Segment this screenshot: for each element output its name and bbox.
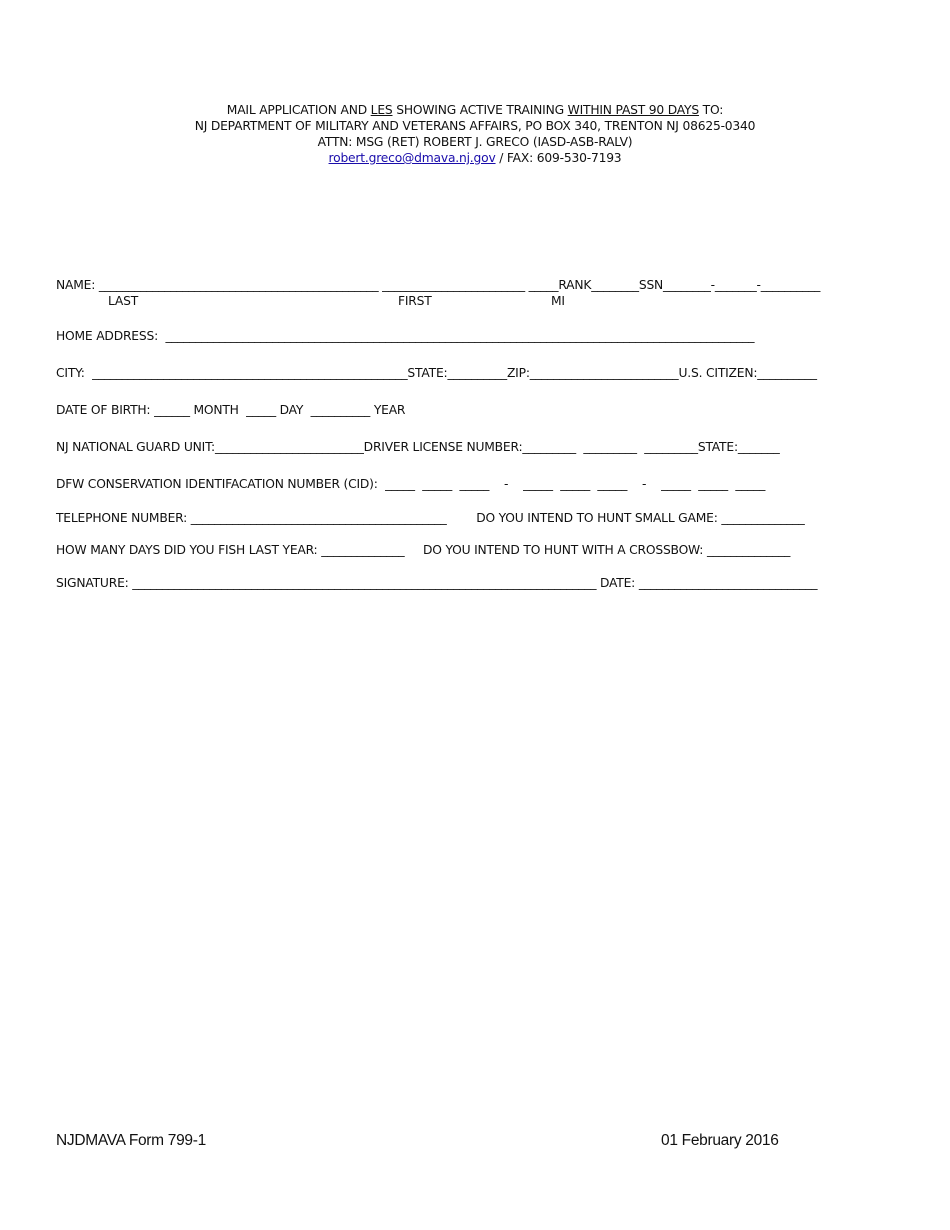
instruction-text: TO: [698, 103, 724, 117]
contact-line [0, 150, 950, 166]
within-90-days-underlined: WITHIN PAST 90 DAYS [567, 103, 699, 117]
name-field-row[interactable]: NAME: _______________________________________________ ________________________ _____RANK________SSN________-_______-__________ [56, 278, 821, 292]
signature-date-field[interactable]: SIGNATURE: ______________________________________________________________________________ DATE: ______________________________ [56, 576, 818, 590]
telephone-small-game-field[interactable]: TELEPHONE NUMBER: ___________________________________________ DO YOU INTEND TO HUNT SMALL GAME: ______________ [56, 511, 805, 525]
email-link[interactable]: robert.greco@dmava.nj.gov [328, 151, 496, 165]
form-number: NJDMAVA Form 799-1 [56, 1132, 206, 1149]
instruction-text: MAIL APPLICATION AND [226, 103, 371, 117]
city-state-zip-field[interactable]: CITY: _____________________________________________________STATE:__________ZIP:_________________________U.S. CITIZEN:__________ [56, 366, 817, 380]
guard-unit-license-field[interactable]: NJ NATIONAL GUARD UNIT:_________________________DRIVER LICENSE NUMBER:_________ _________ _________STATE:_______ [56, 440, 780, 454]
instruction-line-1 [0, 102, 950, 118]
department-address: NJ DEPARTMENT OF MILITARY AND VETERANS AFFAIRS, PO BOX 340, TRENTON NJ 08625-0340 [194, 119, 756, 133]
date-of-birth-field[interactable]: DATE OF BIRTH: ______ MONTH _____ DAY __________ YEAR [56, 403, 406, 417]
mailing-instructions [0, 102, 950, 166]
middle-initial-caption: MI [551, 294, 565, 308]
home-address-field[interactable]: HOME ADDRESS: ___________________________________________________________________________________________________ [56, 329, 755, 343]
last-name-caption: LAST [108, 294, 139, 308]
fish-days-crossbow-field[interactable]: HOW MANY DAYS DID YOU FISH LAST YEAR: ______________ DO YOU INTEND TO HUNT WITH A CROSSBOW: ______________ [56, 543, 791, 557]
attention-line: ATTN: MSG (RET) ROBERT J. GRECO (IASD-ASB-RALV) [317, 135, 633, 149]
fax-number: / FAX: 609-530-7193 [495, 151, 622, 165]
les-underlined: LES [370, 103, 393, 117]
instruction-text: SHOWING ACTIVE TRAINING [392, 103, 568, 117]
cid-number-field[interactable]: DFW CONSERVATION IDENTIFACATION NUMBER (CID): _____ _____ _____ - _____ _____ _____ - _____ _____ _____ [56, 477, 766, 491]
form-revision-date: 01 February 2016 [661, 1132, 779, 1149]
first-name-caption: FIRST [398, 294, 432, 308]
